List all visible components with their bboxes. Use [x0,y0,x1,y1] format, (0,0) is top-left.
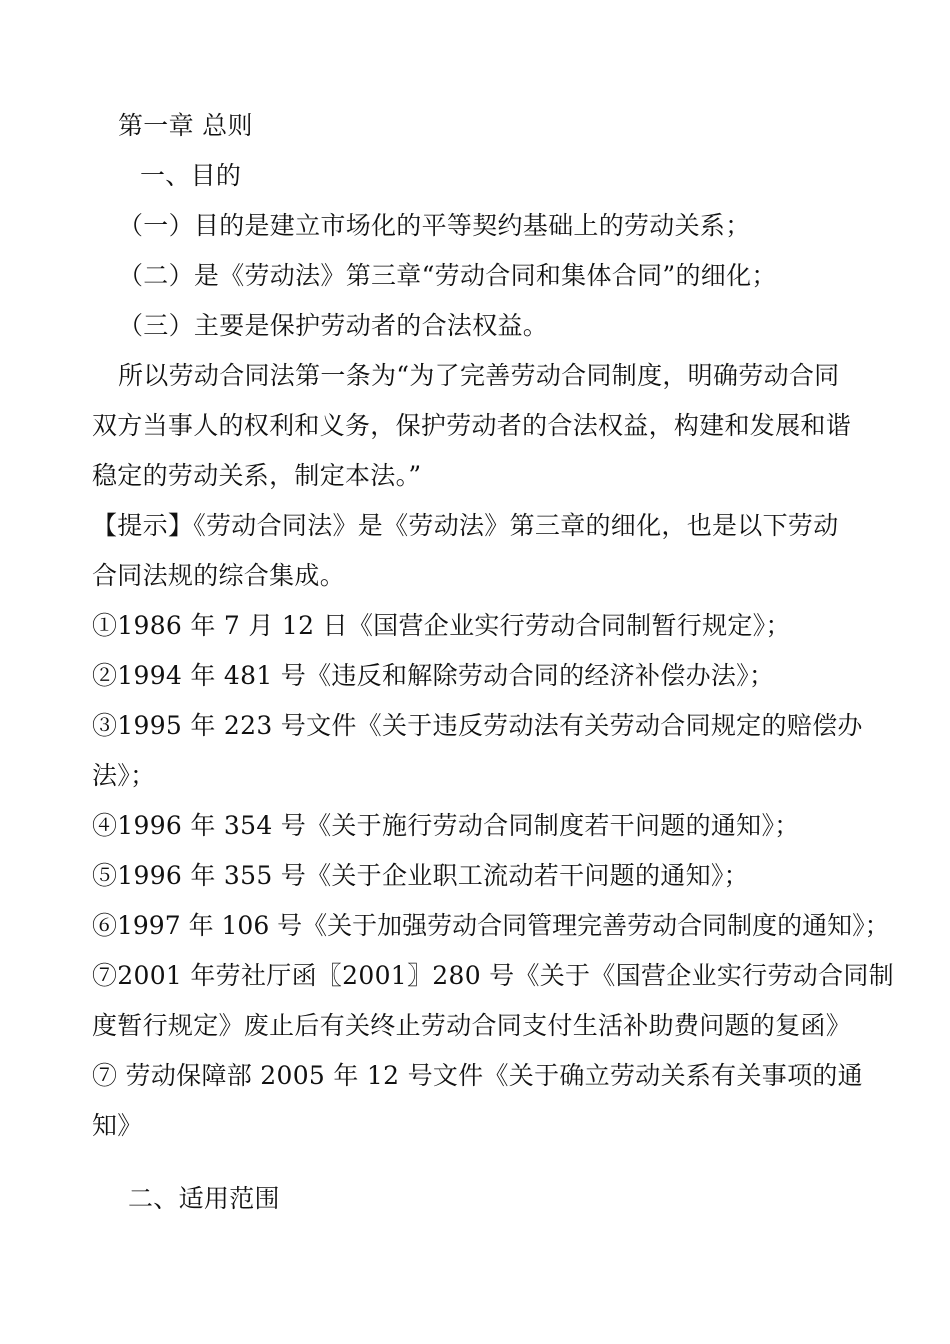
regulation-list-item: ①1986 年 7 月 12 日《国营企业实行劳动合同制暂行规定》； [92,611,791,640]
purpose-item-2: （二）是《劳动法》第三章“劳动合同和集体合同”的细化； [118,261,777,290]
regulation-list-item-continuation: 法》； [92,761,156,790]
regulation-list-item: ②1994 年 481 号《违反和解除劳动合同的经济补偿办法》； [92,661,775,690]
paragraph-line: 稳定的劳动关系，制定本法。” [92,461,422,490]
paragraph-line: 所以劳动合同法第一条为“为了完善劳动合同制度，明确劳动合同 [118,361,840,390]
regulation-list-item: ⑥1997 年 106 号《关于加强劳动合同管理完善劳动合同制度的通知》； [92,911,890,940]
section-heading-purpose: 一、目的 [140,161,242,190]
regulation-list-item-continuation: 知》 [92,1111,143,1140]
tip-line: 合同法规的综合集成。 [92,561,346,590]
purpose-item-1: （一）目的是建立市场化的平等契约基础上的劳动关系； [118,211,751,240]
regulation-list-item: ⑤1996 年 355 号《关于企业职工流动若干问题的通知》； [92,861,749,890]
chapter-heading: 第一章 总则 [118,111,253,140]
regulation-list-item: ③1995 年 223 号文件《关于违反劳动法有关劳动合同规定的赔偿办 [92,711,863,740]
purpose-item-3: （三）主要是保护劳动者的合法权益。 [118,311,549,340]
paragraph-line: 双方当事人的权利和义务，保护劳动者的合法权益，构建和发展和谐 [92,411,852,440]
regulation-list-item: ④1996 年 354 号《关于施行劳动合同制度若干问题的通知》； [92,811,800,840]
regulation-list-item-continuation: 度暂行规定》废止后有关终止劳动合同支付生活补助费问题的复函》 [92,1011,852,1040]
regulation-list-item: ⑦ 劳动保障部 2005 年 12 号文件《关于确立劳动关系有关事项的通 [92,1061,863,1090]
regulation-list-item: ⑦2001 年劳社厅函〖2001〗280 号《关于《国营企业实行劳动合同制 [92,961,894,990]
section-heading-scope: 二、适用范围 [128,1184,280,1213]
tip-line: 【提示】《劳动合同法》是《劳动法》第三章的细化，也是以下劳动 [92,511,839,540]
